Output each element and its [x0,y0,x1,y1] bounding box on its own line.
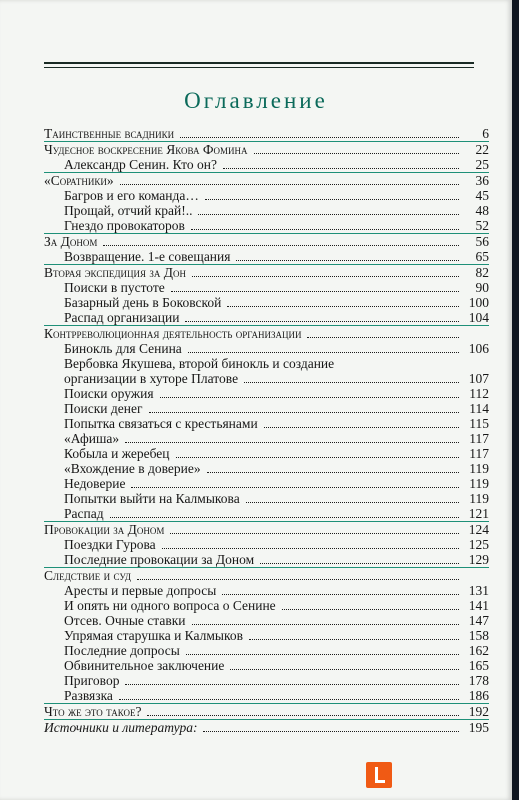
toc-page-number: 186 [468,688,489,703]
toc-page-number: 178 [468,673,489,688]
dot-leader [125,684,459,685]
toc-entry [44,446,489,461]
dot-leader [222,594,459,595]
page-title: Оглавление [184,88,328,113]
toc-entry [44,203,489,218]
toc-entry-title: Отсев. Очные ставки [64,613,186,628]
toc-entry-title: Поиски оружия [64,386,154,401]
toc-page-number: 119 [469,461,489,476]
toc-entry [44,280,489,295]
dot-leader [282,609,459,610]
dot-leader [198,214,459,215]
toc-entry-title: Попытки выйти на Калмыкова [64,491,240,506]
toc-entry [44,628,489,643]
toc-entry-title: Поиски в пустоте [64,280,165,295]
toc-page-number: 195 [468,720,489,735]
dot-leader [205,199,459,200]
dot-leader [171,291,459,292]
toc-entry-title: Развязка [64,688,113,703]
toc-entry-title: Таинственные всадники [44,126,175,141]
toc-page-number: 48 [475,203,489,218]
dot-leader [170,533,459,534]
toc-section [44,264,489,280]
toc-entry-title: Контрреволюционная деятельность организации [44,326,302,341]
toc-entry-title: Последние провокации за Доном [64,552,255,567]
toc-entry [44,310,489,325]
dot-leader [254,153,459,154]
toc-page-number: 112 [469,386,489,401]
toc-section [44,172,489,188]
toc-entry-title: И опять ни одного вопроса о Сенине [64,598,276,613]
toc-entry-title: «Соратники» [44,173,114,188]
toc-entry [44,476,489,491]
dot-leader [137,579,459,580]
toc-page-number: 124 [468,522,489,537]
toc-page-number: 107 [468,371,489,386]
dot-leader [185,321,459,322]
toc-section [44,521,489,537]
dot-leader [192,276,459,277]
toc-page-number: 36 [475,173,489,188]
toc-section [44,719,489,735]
dot-leader [149,412,459,413]
toc-entry-title: Распад организации [64,310,180,325]
toc-entry-title: «Афиша» [64,431,120,446]
dot-leader [162,548,459,549]
dot-leader [180,137,459,138]
toc-entry-title: Бинокль для Сенина [64,341,182,356]
toc-entry-title: Прощай, отчий край!.. [64,203,193,218]
toc-entry [44,643,489,658]
toc-entry [44,552,489,567]
toc-entry-title: Александр Сенин. Кто он? [64,157,217,172]
toc-entry-title-continued: организации в хуторе Платове [64,371,239,386]
dot-leader [103,245,459,246]
toc-page-number: 104 [468,310,489,325]
toc-page-number: 165 [468,658,489,673]
toc-entry [44,295,489,310]
dot-leader [203,731,459,732]
toc-entry-title: Следствие и суд [44,568,131,583]
publisher-logo-icon [366,762,392,788]
dot-leader [191,229,459,230]
toc-page-number: 117 [469,431,489,446]
dot-leader [110,517,459,518]
toc-entry-title: Вербовка Якушева, второй бинокль и создание [64,356,335,371]
toc-page-number: 117 [469,446,489,461]
dot-leader [176,457,459,458]
toc-entry [44,401,489,416]
toc-section [44,703,489,719]
toc-page-number: 158 [468,628,489,643]
dot-leader [119,699,459,700]
dot-leader [227,306,459,307]
toc-page-number: 131 [468,583,489,598]
toc-page-number: 82 [475,265,489,280]
toc-page-number: 106 [468,341,489,356]
toc-entry [44,416,489,431]
toc-entry-title: Источники и литература: [44,720,198,735]
dot-leader [188,352,459,353]
toc-entry [44,658,489,673]
toc-page-number: 45 [475,188,489,203]
toc-entry [44,157,489,172]
toc-entry-title: Обвинительное заключение [64,658,225,673]
toc-page-number: 141 [468,598,489,613]
toc-entry-title: Провокации за Доном [44,522,165,537]
toc-page-number: 22 [475,142,489,157]
toc-section [44,567,489,583]
toc-entry [44,673,489,688]
toc-entry [44,598,489,613]
toc-section [44,325,489,341]
toc-entry [44,218,489,233]
dot-leader [131,487,459,488]
toc-entry [44,613,489,628]
toc-page-number: 121 [468,506,489,521]
toc-page-number: 114 [469,401,489,416]
toc-entry [44,461,489,476]
dot-leader [160,397,459,398]
dot-leader [249,639,459,640]
dot-leader [260,563,459,564]
dot-leader [186,654,459,655]
toc-page-number: 147 [468,613,489,628]
dot-leader [230,669,459,670]
toc-entry-title: Попытка связаться с крестьянами [64,416,258,431]
header-rule [44,62,474,64]
toc-page-number: 25 [475,157,489,172]
toc-entry-title: Возвращение. 1-е совещания [64,249,231,264]
dot-leader [264,427,459,428]
toc-entry [44,583,489,598]
toc-page-number: 125 [468,537,489,552]
toc-entry [44,356,489,386]
toc-entry [44,491,489,506]
dot-leader [192,624,459,625]
toc-page-number: 129 [468,552,489,567]
dot-leader [307,337,459,338]
toc-entry-title: Приговор [64,673,120,688]
toc-page-number: 6 [482,126,489,141]
toc-entry-title: Упрямая старушка и Калмыков [64,628,243,643]
dot-leader [244,382,459,383]
toc-entry-title: Чудесное воскресение Якова Фомина [44,142,248,157]
dot-leader [125,442,459,443]
toc-section [44,126,489,141]
toc-page-number: 100 [468,295,489,310]
toc-entry-title: Недоверие [64,476,126,491]
toc-entry-title: За Доном [44,234,98,249]
toc-entry [44,386,489,401]
toc-page-number: 119 [469,476,489,491]
dot-leader [223,168,459,169]
header-rule-thin [44,67,474,68]
toc-entry-title: Базарный день в Боковской [64,295,222,310]
toc-page-number: 115 [469,416,489,431]
dot-leader [120,184,459,185]
toc-entry-title: «Вхождение в доверие» [64,461,201,476]
dot-leader [246,502,459,503]
toc-entry [44,688,489,703]
toc-entry-title: Распад [64,506,104,521]
toc-entry-title: Аресты и первые допросы [64,583,217,598]
toc-entry-title: Поездки Гурова [64,537,156,552]
toc-page-number: 52 [475,218,489,233]
toc-page-number: 90 [475,280,489,295]
toc-entry [44,431,489,446]
toc-section [44,141,489,157]
toc-entry [44,249,489,264]
toc-page-number: 65 [475,249,489,264]
toc-entry-title: Что же это такое? [44,704,142,719]
dot-leader [207,472,459,473]
toc-page-number: 192 [468,704,489,719]
table-of-contents [44,126,489,735]
toc-entry [44,506,489,521]
toc-entry-title: Вторая экспедиция за Дон [44,265,186,280]
toc-page-number: 162 [468,643,489,658]
toc-page-number: 56 [475,234,489,249]
toc-entry-title: Багров и его команда… [64,188,199,203]
toc-entry-title: Гнездо провокаторов [64,218,185,233]
toc-entry [44,188,489,203]
toc-section [44,233,489,249]
dot-leader [147,715,459,716]
toc-entry-title: Поиски денег [64,401,143,416]
dot-leader [236,260,459,261]
toc-entry-title: Последние допросы [64,643,180,658]
toc-entry [44,537,489,552]
toc-page-number: 119 [469,491,489,506]
toc-entry [44,341,489,356]
toc-entry-title: Кобыла и жеребец [64,446,170,461]
